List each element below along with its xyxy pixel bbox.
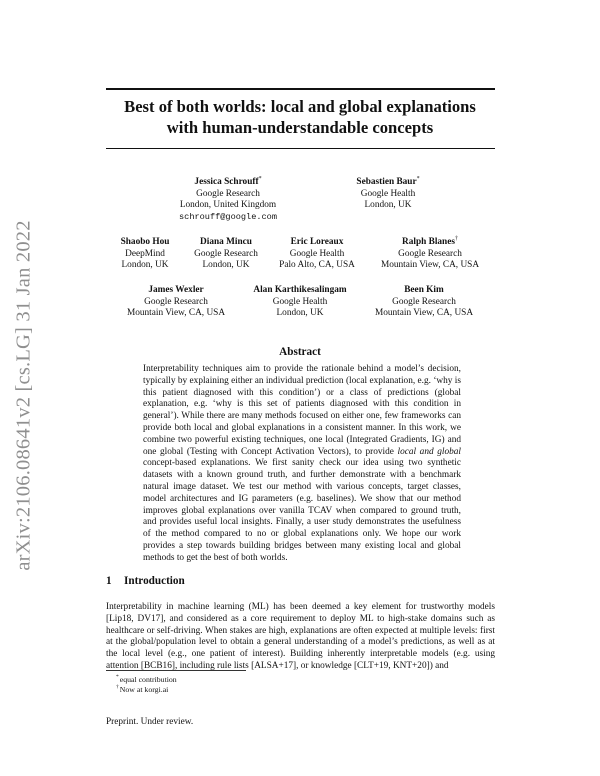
title-top-rule: [106, 88, 495, 90]
arxiv-stamp: arXiv:2106.08641v2 [cs.LG] 31 Jan 2022: [12, 219, 35, 571]
author-james-wexler: James Wexler Google Research Mountain View, CA, USA: [126, 285, 226, 319]
section-heading-introduction: 1 Introduction: [106, 575, 185, 587]
author-jessica-schrouff: Jessica Schrouff* Google Research London, United Kingdom schrouff@google.com: [158, 177, 298, 223]
author-alan-karthikesalingam: Alan Karthikesalingam Google Health London, UK: [253, 285, 347, 319]
abstract-body: Interpretability techniques aim to provide the rationale behind a model’s decision, typically by explaining either an individual prediction (local explanation, e.g. ‘why is this patient diagnosed with this condition’) or a class of predictions (global explanation, e.g. ‘why is this set of patients diagnosed with this condition in general’). While there are many methods focused on either one, few frameworks can provide both local and global explanations in a consistent manner. In this work, we combine two powerful existing techniques, one local (Integrated Gradients, IG) and one global (Testing with Concept Activation Vectors), to provide local and global concept-based explanations. We first sanity check our idea using two synthetic datasets with a known ground truth, and further demonstrate with a benchmark natural image dataset. We test our method with various concepts, target classes, model architectures and IG parameters (e.g. baselines). We show that our method improves global explanations over vanilla TCAV when compared to ground truth, and provides useful local insights. Finally, a user study demonstrates the usefulness of the method compared to no or global explanations only. We hope our work provides a step towards building bridges between many existing local and global methods to get the best of both worlds.: [143, 364, 461, 563]
author-diana-mincu: Diana Mincu Google Research London, UK: [194, 237, 258, 271]
introduction-body: Interpretability in machine learning (ML) has been deemed a key element for trustworthy models [Lip18, DV17], and considered as a core requirement to deploy ML to high-stake domains such as healthcare or self-driving. When stakes are high, explanations are often expected at multiple levels: first at the global/population level to obtain a general understanding of a model’s predictions, as well as at the local level (e.g., one patient of interest). Building inherently interpretable models (e.g. using attention [BCB16], including rule lists [ALSA+17], or knowledge [CLT+19, KNT+20]) and: [106, 602, 495, 671]
author-eric-loreaux: Eric Loreaux Google Health Palo Alto, CA, USA: [279, 237, 355, 271]
title-bottom-rule: [106, 148, 495, 149]
author-been-kim: Been Kim Google Research Mountain View, CA, USA: [374, 285, 474, 319]
footnote-equal-contribution: *equal contribution: [116, 674, 177, 684]
preprint-note: Preprint. Under review.: [106, 717, 194, 727]
author-ralph-blanes: Ralph Blanes† Google Research Mountain View, CA, USA: [380, 235, 480, 271]
author-email: schrouff@google.com: [179, 211, 277, 222]
abstract-heading: Abstract: [279, 346, 321, 358]
footnote-rule: [106, 670, 246, 671]
author-shaobo-hou: Shaobo Hou DeepMind London, UK: [120, 237, 170, 271]
paper-title: Best of both worlds: local and global explanations with human-understandable concepts: [124, 97, 476, 137]
footnote-affiliation: †Now at korgi.ai: [116, 684, 169, 694]
author-sebastien-baur: Sebastien Baur* Google Health London, UK: [356, 175, 420, 211]
